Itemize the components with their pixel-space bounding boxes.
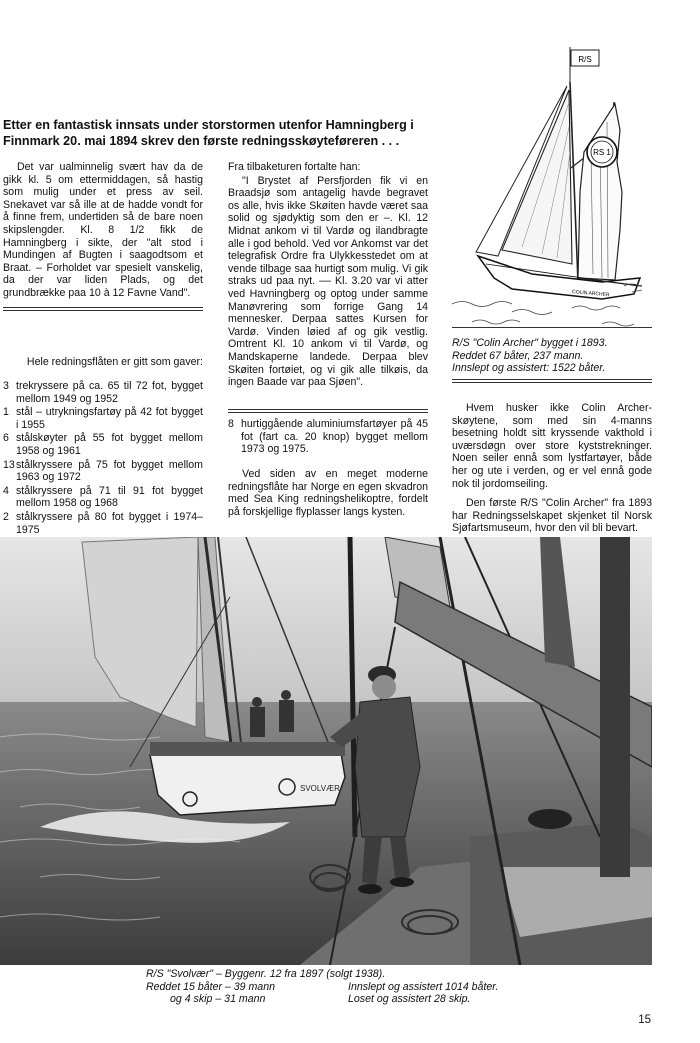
list-item: 8 hurtiggående aluminiumsfartøyer på 45 fot (fart ca. 20 knop) bygget mellom 1973 og 1975. xyxy=(228,418,428,456)
list-item: 6 stålskøyter på 55 fot bygget mellom 1958 og 1961 xyxy=(3,432,203,457)
helicopter-paragraph: Ved siden av en meget moderne redningsflåte har Norge en egen skvadron med Sea King redningshelikoptre, fordelt på forskjellige flyplasser langs kysten. xyxy=(228,468,428,518)
quote-paragraph: "I Brystet af Persfjorden fik vi en Braadsjø som antagelig havde begravet os alle, hvis ikke Skøiten havde været saa solid og sjødyktig som den er –. Kl. 12 Midnat ankom vi til Vardø og ilandbragte alle i god behold. Ved vor Ankomst var det telegrafisk Ordre fra Ulykkesstedet om at vende tilbage saa hurtigt som mulig. Vi gik straks ud paa nyt. –– Kl. 3.20 var vi atter ved Havningberg og optog under samme Manøvrering som forrige Gang 14 mennesker. Derpaa sattes Kursen for Vardø. Vinden løied af og gik vestlig. Omtrent Kl. 10 ankom vi til Vardø, og Mandskaperne landede. Derpaa blev Skøiten fortøiet, og vi gik alle tilkøis, da ingen Baade var paa Sjøen". xyxy=(228,174,428,389)
right-paragraph-2: Den første R/S "Colin Archer" fra 1893 har Redningsselskapet skjenket til Norsk Sjøfartsmuseum, hvor den vil bli bevart. xyxy=(452,497,652,535)
colin-archer-sketch xyxy=(452,42,652,332)
gifts-list xyxy=(3,380,203,537)
list-item: 3 trekryssere på ca. 65 til 72 fot, bygget mellom 1949 og 1952 xyxy=(3,380,203,405)
list-item: 1 stål – utrykningsfartøy på 42 fot bygget i 1955 xyxy=(3,406,203,431)
middle-paragraph-box xyxy=(228,468,428,525)
divider xyxy=(3,307,203,311)
left-column xyxy=(3,161,203,307)
svolvaer-caption: R/S "Svolvær" – Byggenr. 12 fra 1897 (solgt 1938). Reddet 15 båter – 39 mann og 4 skip – 31 mann Innslept og assistert 1014 båter. Loset og assistert 28 skip. xyxy=(146,968,499,1006)
list-item: 2 stålkryssere på 80 fot bygget i 1974–1975 xyxy=(3,510,203,536)
gifts-heading: Hele redningsflåten er gitt som gaver: xyxy=(26,356,203,368)
left-paragraph: Det var ualminnelig svært hav da de gikk kl. 5 om ettermiddagen, så hastig som mulig under et press av seil. Snekavet var så ille at de hadde vondt for å finne frem, undertiden så de bare noen skipslengder. Kl. 8 1/2 fikk de Hamningberg i sikte, der "alt stod i Mundingen af Bugten i saagodtsom et Braat. – Forholdet var spesielt vanskelig, da der var liden Plads, og det grundbrække paa 10 à 12 Favne Vand". xyxy=(3,161,203,299)
divider xyxy=(452,327,652,328)
middle-heading: Fra tilbaketuren fortalte han: xyxy=(228,161,361,173)
intro-text: Etter en fantastisk innsats under storstormen utenfor Hamningberg i Finnmark 20. mai 1894 skrev den første redningsskøyteføreren . . . xyxy=(3,118,414,148)
right-paragraph-1: Hvem husker ikke Colin Archer-skøytene, som med sin 4-manns besetning holdt sitt kryssende vakthold i uværsdøgn over store kyststrekninger. Noen seiler ennå som lystfartøyer, både her og ute i verden, og er vel ennå gode nok til jordomseiling. xyxy=(452,402,652,490)
right-column xyxy=(452,402,652,542)
middle-column xyxy=(228,161,428,396)
page-number: 15 xyxy=(638,1014,651,1026)
colin-archer-caption: R/S "Colin Archer" bygget i 1893. Reddet 67 båter, 237 mann. Innslept og assistert: 1522 båter. xyxy=(452,337,608,375)
list-item: 4 stålkryssere på 71 til 91 fot bygget mellom 1958 og 1968 xyxy=(3,484,203,510)
list-item: 13 stålkryssere på 75 fot bygget mellom 1963 og 1972 xyxy=(3,458,203,484)
sail-badge: RS 1 xyxy=(593,148,611,157)
divider xyxy=(228,409,428,413)
divider xyxy=(452,379,652,383)
svolvaer-photo xyxy=(0,537,652,965)
gift-extra xyxy=(228,418,428,457)
hull-name: COLIN ARCHER xyxy=(571,289,610,299)
flag-label: R/S xyxy=(578,55,592,64)
photo-hull-name: SVOLVÆR xyxy=(300,784,340,793)
